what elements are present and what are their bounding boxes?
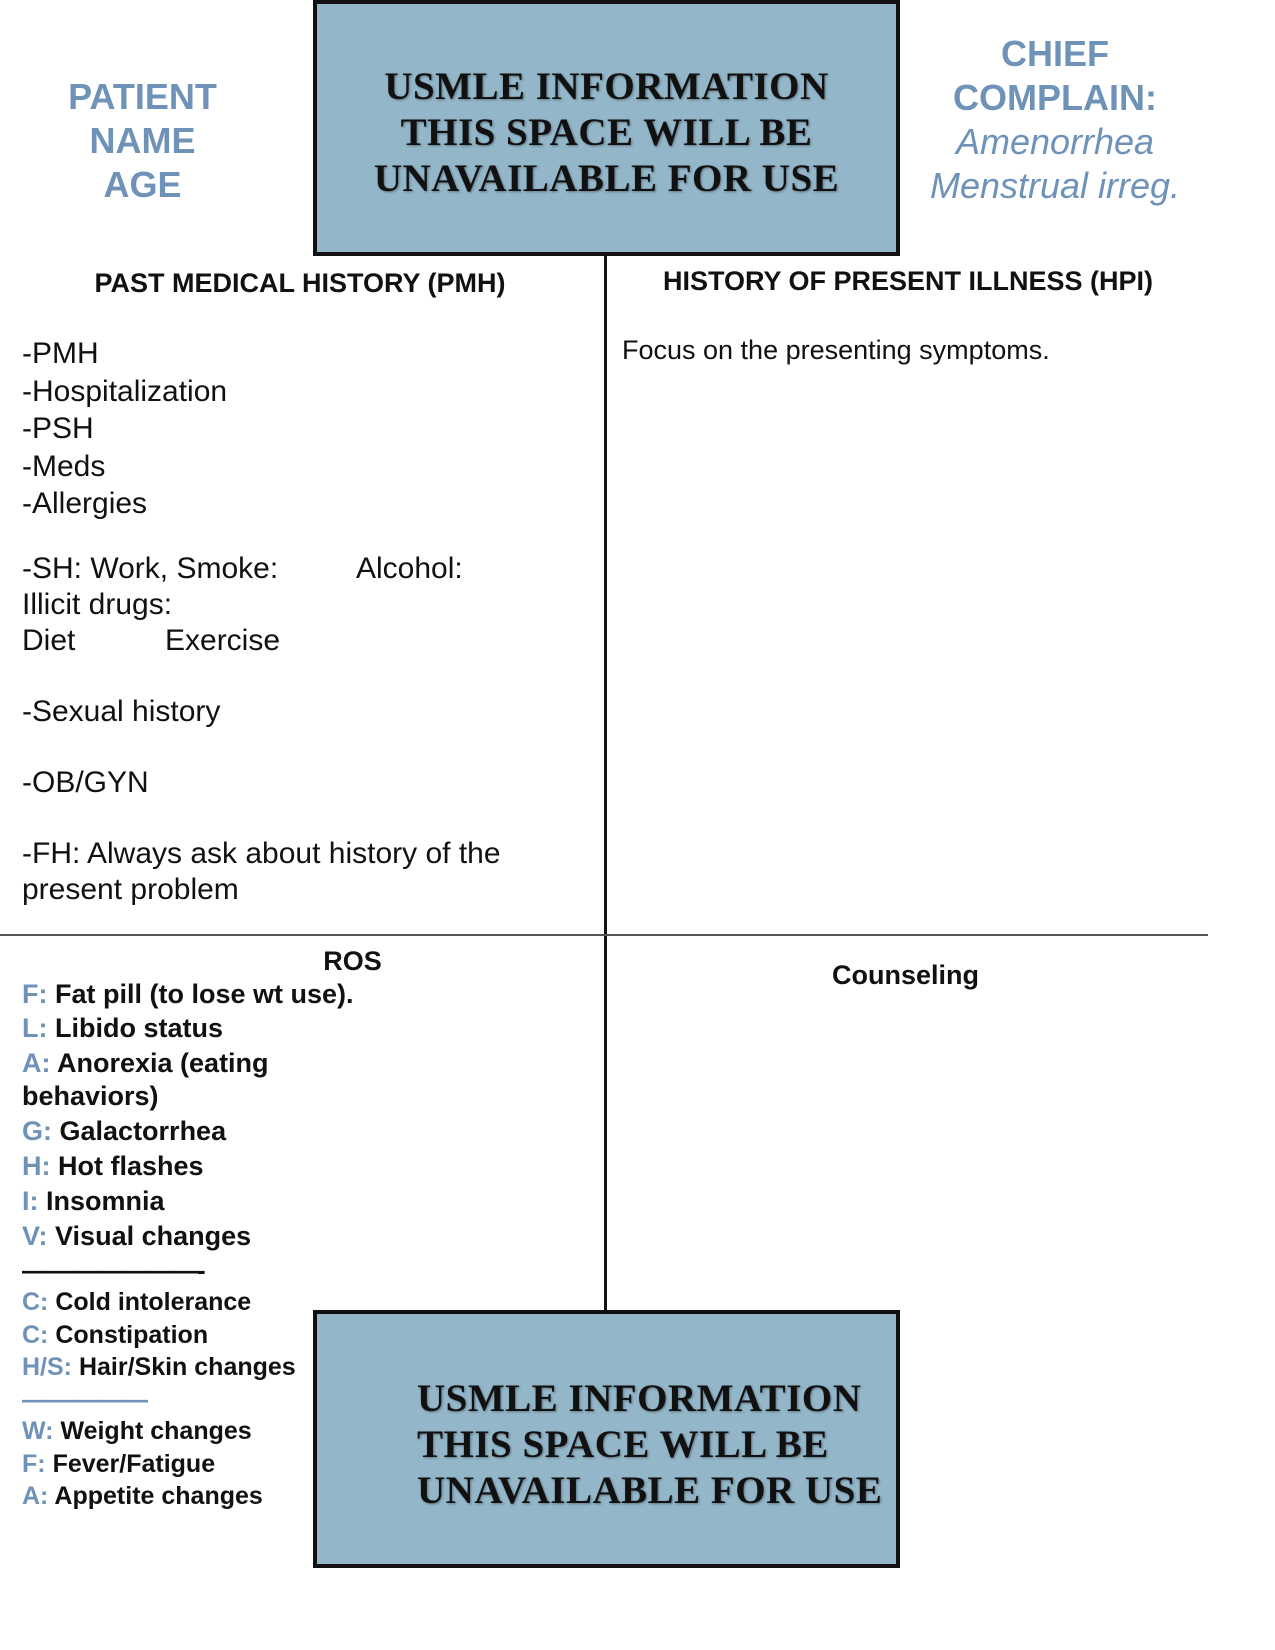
usmle-top-line2: THIS SPACE WILL BE [400, 111, 813, 154]
psh-item: -PSH [22, 412, 94, 445]
pmh-title: PAST MEDICAL HISTORY (PMH) [94, 268, 506, 298]
usmle-top-box [313, 0, 900, 256]
sh-alcohol: Alcohol: [356, 552, 463, 585]
ros-item: W: Weight changes [22, 1417, 252, 1445]
usmle-bottom-line3: UNAVAILABLE FOR USE [417, 1469, 883, 1512]
complaint-value-2: Menstrual irreg. [929, 165, 1181, 206]
horizontal-divider [0, 934, 1208, 936]
ros-list [22, 977, 354, 1512]
ros-item: I: Insomnia [22, 1186, 165, 1216]
chief-complaint-header [905, 32, 1205, 208]
chief-label: CHIEF [1001, 33, 1109, 74]
patient-label: PATIENT [68, 76, 217, 117]
ros-item: V: Visual changes [22, 1221, 252, 1251]
ros-separator: ————— [22, 1384, 147, 1414]
ros-item: F: Fat pill (to lose wt use). [22, 979, 354, 1009]
name-label: NAME [89, 120, 196, 161]
pmh-list [22, 335, 227, 523]
usmle-bottom-box [313, 1310, 900, 1568]
hospitalization-item: -Hospitalization [22, 374, 228, 408]
ros-separator: ———————- [22, 1255, 205, 1285]
ros-item: A: Appetite changes [22, 1482, 263, 1510]
usmle-top-line1: USMLE INFORMATION [384, 65, 829, 108]
usmle-bottom-line1: USMLE INFORMATION [417, 1377, 862, 1420]
ros-item: G: Galactorrhea [22, 1116, 227, 1146]
ros-title: ROS [323, 946, 382, 976]
pmh-item: -PMH [22, 337, 99, 370]
sexual-history: -Sexual history [22, 695, 221, 728]
meds-item: -Meds [22, 449, 106, 483]
complain-label: COMPLAIN: [953, 77, 1157, 118]
ros-item: C: Cold intolerance [22, 1288, 252, 1316]
center-divider [604, 256, 607, 1312]
usmle-bottom-line2: THIS SPACE WILL BE [417, 1423, 829, 1466]
ros-item-continued: behaviors) [22, 1081, 159, 1111]
ros-item: F: Fever/Fatigue [22, 1450, 216, 1478]
sh-diet: Diet [22, 624, 76, 657]
ros-item: H: Hot flashes [22, 1151, 204, 1181]
obgyn: -OB/GYN [22, 766, 149, 799]
sh-illicit-drugs: Illicit drugs: [22, 588, 173, 621]
ros-item: H/S: Hair/Skin changes [22, 1353, 296, 1381]
sh-exercise: Exercise [165, 624, 281, 657]
usmle-top-line3: UNAVAILABLE FOR USE [373, 157, 840, 200]
counseling-title: Counseling [832, 960, 979, 990]
patient-header [40, 75, 245, 207]
sh-work-smoke: -SH: Work, Smoke: [22, 552, 279, 585]
ros-item: C: Constipation [22, 1321, 209, 1349]
ros-item: A: Anorexia (eating [22, 1048, 269, 1078]
hpi-text: Focus on the presenting symptoms. [622, 335, 1050, 365]
age-label: AGE [103, 164, 182, 205]
ros-item: L: Libido status [22, 1013, 223, 1043]
hpi-title: HISTORY OF PRESENT ILLNESS (HPI) [662, 266, 1154, 296]
family-history-line2: present problem [22, 873, 239, 906]
complaint-value-1: Amenorrhea [955, 121, 1155, 162]
allergies-item: -Allergies [22, 487, 148, 520]
family-history-line1: -FH: Always ask about history of the [22, 837, 501, 870]
